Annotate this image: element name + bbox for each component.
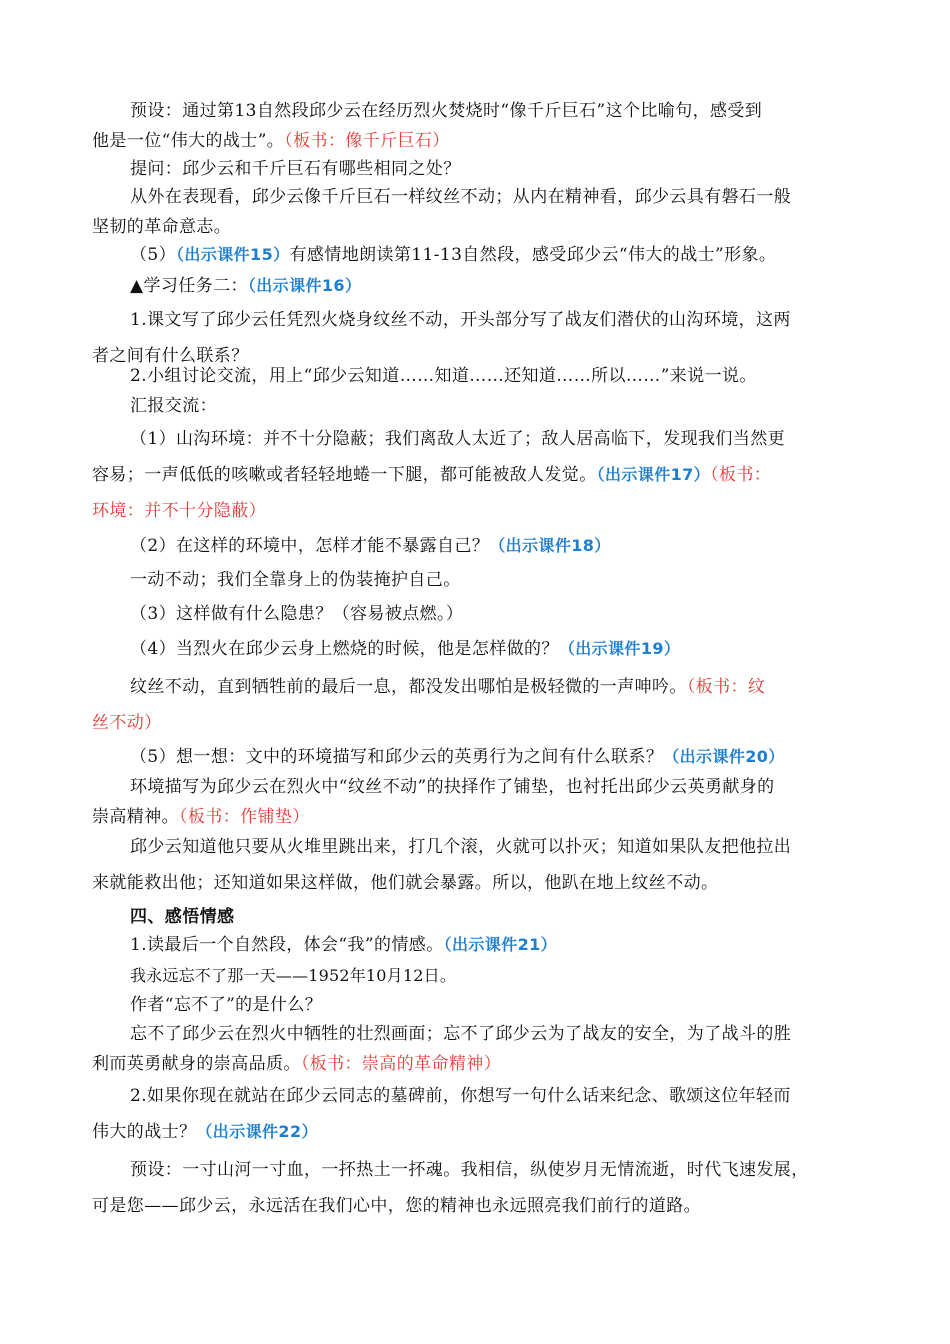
text-line: 邱少云知道他只要从火堆里跳出来，打几个滚，火就可以扑灭；知道如果队友把他拉出 bbox=[130, 837, 792, 857]
text-line: （4）当烈火在邱少云身上燃烧的时候，他是怎样做的？ bbox=[130, 639, 559, 659]
board-note: （板书：崇高的革命精神） bbox=[300, 1054, 502, 1074]
text-line: 纹丝不动，直到牺牲前的最后一息，都没发出哪怕是极轻微的一声呻吟。 bbox=[130, 677, 687, 697]
courseware-note: （出示课件18） bbox=[489, 536, 611, 555]
courseware-note: （出示课件15） bbox=[176, 245, 290, 264]
text-line: 环境描写为邱少云在烈火中“纹丝不动”的抉择作了铺垫，也衬托出邱少云英勇献身的 bbox=[130, 777, 775, 797]
board-note: 环境：并不十分隐蔽） bbox=[92, 501, 266, 521]
courseware-note: （出示课件20） bbox=[663, 747, 785, 766]
task-heading bbox=[92, 271, 905, 301]
paragraph-question: 提问：邱少云和千斤巨石有哪些相同之处？ bbox=[130, 159, 461, 179]
text-line: 坚韧的革命意志。 bbox=[92, 217, 232, 237]
text-line: 利而英勇献身的崇高品质。 bbox=[92, 1054, 301, 1074]
paragraph-report-3: （3）这样做有什么隐患？（容易被点燃。） bbox=[130, 604, 464, 624]
paragraph-preset-1 bbox=[92, 96, 867, 156]
paragraph-report-1 bbox=[92, 421, 867, 529]
text-line: 来就能救出他；还知道如果这样做，他们就会暴露。所以，他趴在地上纹丝不动。 bbox=[92, 873, 719, 893]
paragraph-task-q2: 2.小组讨论交流，用上“邱少云知道……知道……还知道……所以……”来说一说。 bbox=[130, 366, 757, 386]
text-line: （2）在这样的环境中，怎样才能不暴露自己？ bbox=[130, 536, 490, 556]
text-line: 伟大的战士？ bbox=[92, 1122, 197, 1142]
text-line: （1）山沟环境：并不十分隐蔽；我们离敌人太近了；敌人居高临下，发现我们当然更 bbox=[130, 429, 786, 449]
board-note: （板书：像千斤巨石） bbox=[284, 131, 450, 151]
paragraph-report-4-answer bbox=[92, 669, 867, 741]
paragraph-read-aloud bbox=[92, 240, 905, 270]
paragraph-section4-q2 bbox=[92, 1078, 867, 1150]
task-label: ▲学习任务二： bbox=[130, 276, 248, 296]
courseware-note: （出示课件19） bbox=[558, 639, 681, 658]
board-note: （板书：作铺垫） bbox=[179, 807, 310, 827]
text-line: 忘不了邱少云在烈火中牺牲的壮烈画面；忘不了邱少云为了战友的安全，为了战斗的胜 bbox=[130, 1024, 792, 1044]
text-line: 容易；一声低低的咳嗽或者轻轻地蜷一下腿，都可能被敌人发觉。 bbox=[92, 465, 597, 485]
paragraph-section4-preset bbox=[92, 1152, 867, 1224]
text-line: 他是一位“伟大的战士”。 bbox=[92, 131, 285, 151]
paragraph-reasoning bbox=[92, 829, 867, 901]
item-number: （5） bbox=[130, 245, 177, 265]
text-line: 可是您——邱少云，永远活在我们心中，您的精神也永远照亮我们前行的道路。 bbox=[92, 1196, 701, 1216]
board-note: 丝不动） bbox=[92, 713, 162, 733]
text-line: （5）想一想：文中的环境描写和邱少云的英勇行为之间有什么联系？ bbox=[130, 747, 664, 767]
courseware-note: （出示课件22） bbox=[196, 1122, 318, 1141]
text-line: 崇高精神。 bbox=[92, 807, 179, 827]
text-line: 有感情地朗读第11-13自然段，感受邱少云“伟大的战士”形象。 bbox=[289, 245, 777, 265]
section-heading: 四、感悟情感 bbox=[130, 907, 235, 927]
paragraph-section4-question: 作者“忘不了”的是什么？ bbox=[130, 995, 323, 1015]
text-line: 1.课文写了邱少云任凭烈火烧身纹丝不动，开头部分写了战友们潜伏的山沟环境，这两 bbox=[130, 310, 791, 330]
paragraph-report-5 bbox=[92, 742, 905, 772]
paragraph-report-2 bbox=[92, 531, 905, 561]
text-line: 2.如果你现在就站在邱少云同志的墓碑前，你想写一句什么话来纪念、歌颂这位年轻而 bbox=[130, 1086, 791, 1106]
paragraph-report-2-answer: 一动不动；我们全靠身上的伪装掩护自己。 bbox=[130, 570, 461, 590]
board-note: （板书：纹 bbox=[686, 677, 766, 697]
courseware-note: （出示课件16） bbox=[247, 276, 362, 295]
paragraph-report: 汇报交流： bbox=[130, 396, 217, 416]
courseware-note: （出示课件17） bbox=[596, 465, 711, 484]
paragraph-report-4 bbox=[92, 634, 905, 664]
board-note: （板书： bbox=[710, 465, 772, 485]
text-line: 者之间有什么联系？ bbox=[92, 346, 249, 366]
paragraph-report-5-answer bbox=[92, 772, 867, 832]
paragraph-section4-q1 bbox=[92, 930, 905, 960]
paragraph-answer bbox=[92, 182, 867, 242]
text-line: 预设：通过第13自然段邱少云在经历烈火焚烧时“像千斤巨石”这个比喻句，感受到 bbox=[130, 101, 763, 121]
quote-line: 我永远忘不了那一天——1952年10月12日。 bbox=[130, 966, 457, 985]
paragraph-section4-answer bbox=[92, 1019, 867, 1079]
text-line: 1.读最后一个自然段，体会“我”的情感。 bbox=[130, 935, 444, 955]
text-line: 从外在表现看，邱少云像千斤巨石一样纹丝不动；从内在精神看，邱少云具有磐石一般 bbox=[130, 187, 792, 207]
text-line: 预设：一寸山河一寸血，一抔热土一抔魂。我相信，纵使岁月无情流逝，时代飞速发展， bbox=[130, 1160, 809, 1180]
courseware-note: （出示课件21） bbox=[443, 935, 558, 954]
